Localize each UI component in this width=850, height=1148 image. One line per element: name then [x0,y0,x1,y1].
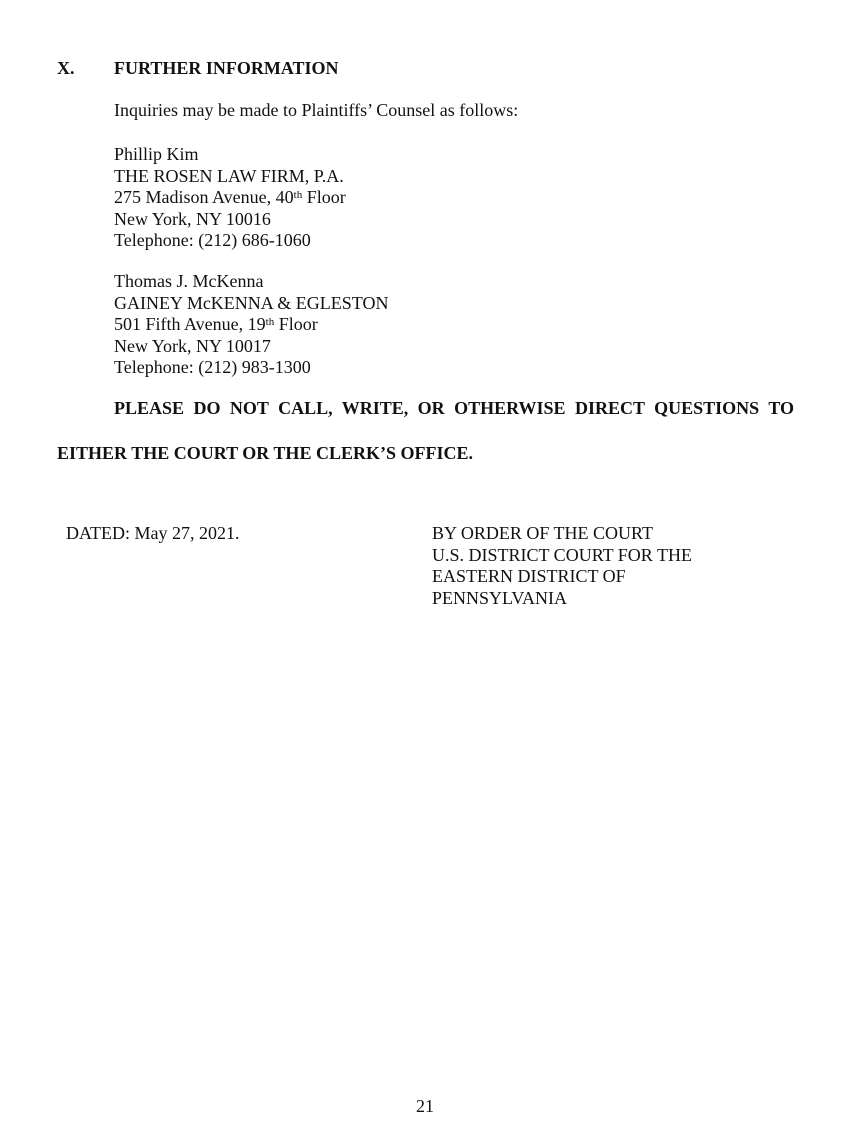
counsel-address: 501 Fifth Avenue, 19th Floor [114,314,318,334]
intro-text: Inquiries may be made to Plaintiffs’ Counsel as follows: [114,100,519,120]
court-order-block [432,523,692,609]
counsel-phone: Telephone: (212) 686-1060 [114,230,311,250]
order-line: U.S. DISTRICT COURT FOR THE [432,544,692,565]
counsel-address: 275 Madison Avenue, 40th Floor [114,187,346,207]
page-number: 21 [416,1096,434,1116]
counsel-block-rosen [114,144,346,252]
notice-line-2: EITHER THE COURT OR THE CLERK’S OFFICE. [57,443,473,463]
dated-line: DATED: May 27, 2021. [66,523,240,543]
order-line: PENNSYLVANIA [432,587,568,608]
counsel-name: Thomas J. McKenna [114,271,264,291]
section-number: X. [57,58,75,78]
order-line: EASTERN DISTRICT OF [432,566,626,586]
counsel-firm: GAINEY McKENNA & EGLESTON [114,292,389,313]
counsel-firm: THE ROSEN LAW FIRM, P.A. [114,165,344,186]
section-title: FURTHER INFORMATION [114,58,339,78]
order-line: BY ORDER OF THE COURT [432,523,653,543]
counsel-city: New York, NY 10016 [114,208,271,229]
notice-line-1: PLEASE DO NOT CALL, WRITE, OR OTHERWISE DIRECT QUESTIONS TO [114,398,794,418]
counsel-block-gainey [114,271,388,379]
counsel-phone: Telephone: (212) 983-1300 [114,357,311,377]
counsel-city: New York, NY 10017 [114,335,271,356]
counsel-name: Phillip Kim [114,144,199,164]
